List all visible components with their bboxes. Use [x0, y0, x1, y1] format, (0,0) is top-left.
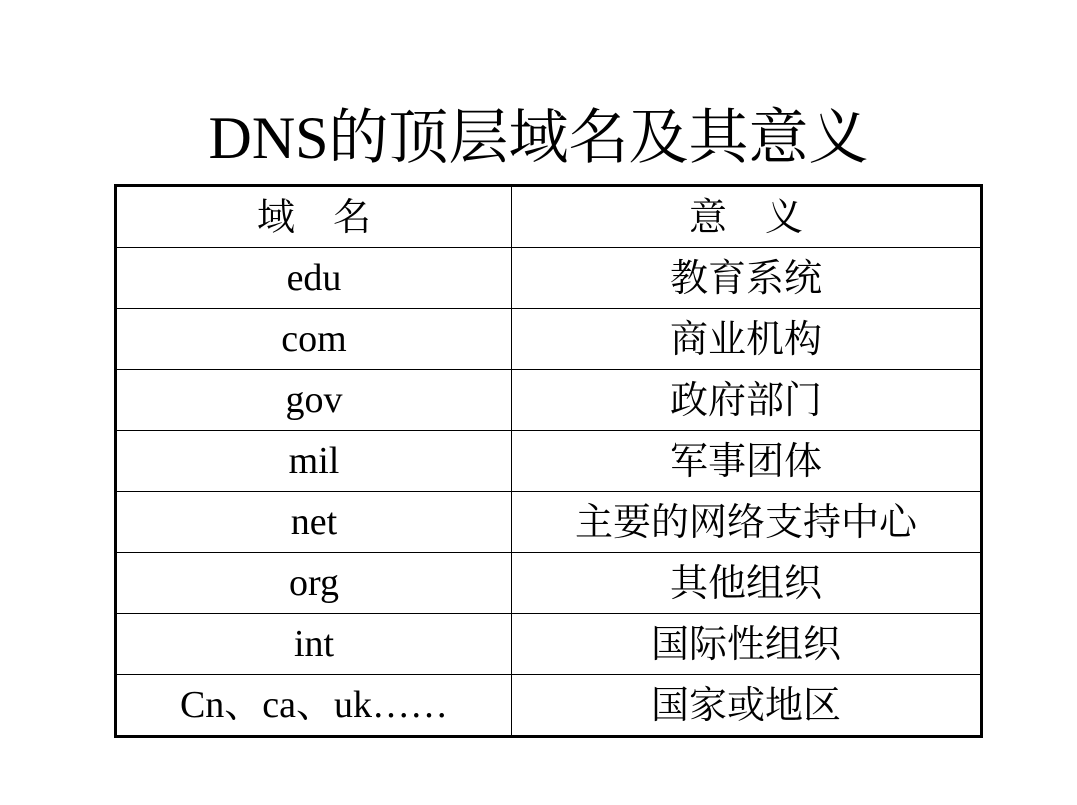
slide-title: DNS的顶层域名及其意义 — [208, 105, 869, 171]
domain-cell: net — [116, 492, 512, 553]
table-row — [116, 553, 982, 614]
table-row — [116, 309, 982, 370]
dns-domain-table — [114, 184, 983, 738]
table-row — [116, 431, 982, 492]
domain-cell: Cn、ca、uk…… — [116, 675, 512, 737]
domain-cell: mil — [116, 431, 512, 492]
domain-cell: gov — [116, 370, 512, 431]
meaning-cell: 政府部门 — [512, 370, 982, 431]
domain-cell: org — [116, 553, 512, 614]
table-row — [116, 492, 982, 553]
meaning-cell: 主要的网络支持中心 — [512, 492, 982, 553]
table-row — [116, 370, 982, 431]
domain-cell: com — [116, 309, 512, 370]
domain-cell: edu — [116, 248, 512, 309]
header-meaning: 意 义 — [512, 186, 982, 248]
table-row — [116, 675, 982, 737]
meaning-cell: 国家或地区 — [512, 675, 982, 737]
table-row — [116, 614, 982, 675]
meaning-cell: 军事团体 — [512, 431, 982, 492]
header-domain: 域 名 — [116, 186, 512, 248]
meaning-cell: 国际性组织 — [512, 614, 982, 675]
table-header-row — [116, 186, 982, 248]
domain-cell: int — [116, 614, 512, 675]
meaning-cell: 商业机构 — [512, 309, 982, 370]
meaning-cell: 教育系统 — [512, 248, 982, 309]
meaning-cell: 其他组织 — [512, 553, 982, 614]
table-row — [116, 248, 982, 309]
